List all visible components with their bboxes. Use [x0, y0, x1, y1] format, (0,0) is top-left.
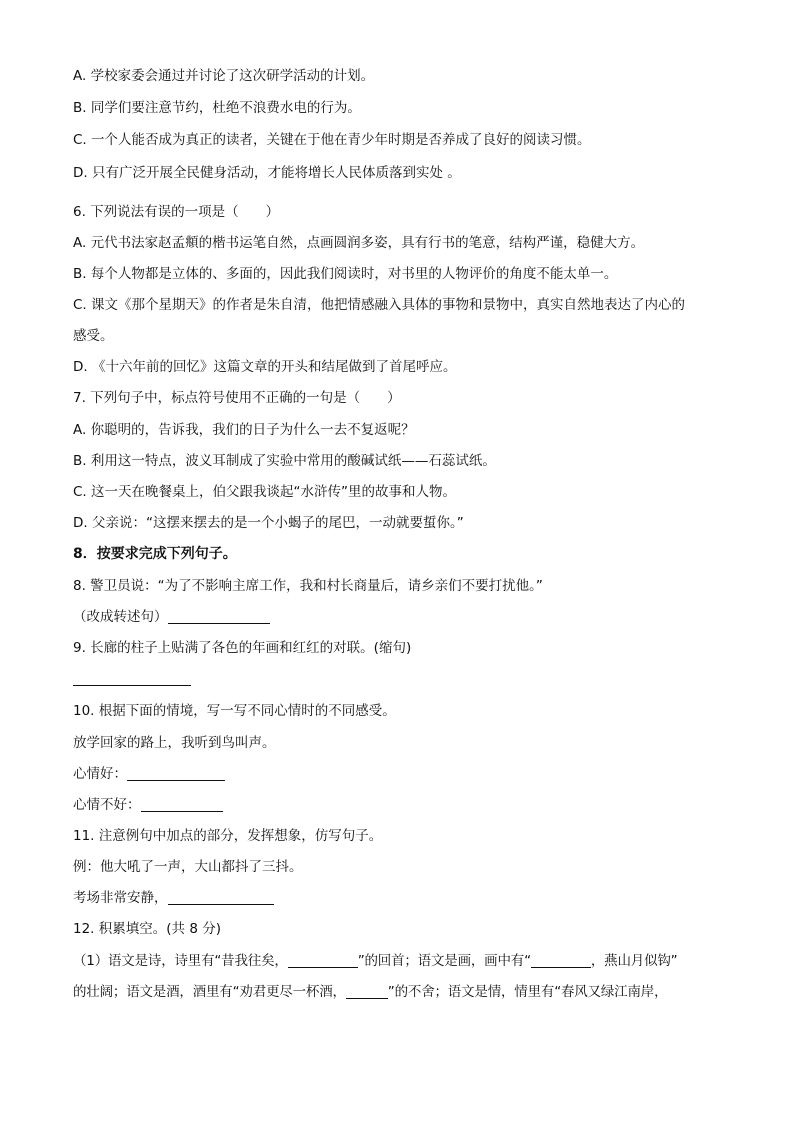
- q6-option-c-line2: 感受。: [73, 328, 114, 344]
- q12-line1-part-a: （1）语文是诗，诗里有“昔我往矣，: [73, 953, 288, 969]
- q11-task-text: 考场非常安静，: [73, 890, 168, 906]
- q12-question: 12. 积累填空。(共 8 分): [73, 921, 221, 937]
- q12-line1-part-b: ”的回首；语文是画，画中有“: [357, 953, 531, 969]
- q7-option-b: B. 利用这一特点，波义耳制成了实验中常用的酸碱试纸——石蕊试纸。: [73, 453, 496, 469]
- q7-option-a: A. 你聪明的，告诉我，我们的日子为什么一去不复返呢？: [73, 422, 415, 438]
- q11-example: 例：他大吼了一声，大山都抖了三抖。: [73, 859, 303, 875]
- q7-option-d: D. 父亲说：“这摆来摆去的是一个小蝎子的尾巴，一动就要蜇你。”: [73, 515, 464, 531]
- q8-answer-blank[interactable]: [168, 609, 270, 624]
- section-8-heading: 8．按要求完成下列句子。: [73, 546, 237, 562]
- q6-question: 6. 下列说法有误的一项是（ ）: [73, 204, 280, 220]
- q12-blank-1[interactable]: [288, 953, 358, 968]
- q10-question: 10. 根据下面的情境，写一写不同心情时的不同感受。: [73, 703, 396, 719]
- q7-option-c: C. 这一天在晚餐桌上，伯父跟我谈起“水浒传”里的故事和人物。: [73, 484, 456, 500]
- q11-task: [73, 888, 274, 908]
- q11-answer-blank[interactable]: [168, 890, 274, 905]
- q6-option-d: D. 《十六年前的回忆》这篇文章的开头和结尾做到了首尾呼应。: [73, 359, 457, 375]
- q10-good-mood: [73, 764, 225, 784]
- q5-option-d: D. 只有广泛开展全民健身活动，才能将增长人民体质落到实处 。: [73, 165, 461, 181]
- q9-question: 9. 长廊的柱子上贴满了各色的年画和红红的对联。(缩句): [73, 640, 412, 656]
- q10-good-mood-blank[interactable]: [127, 766, 225, 781]
- q6-option-c-line1: C. 课文《那个星期天》的作者是朱自清，他把情感融入具体的事物和景物中，真实自然地表达了内心的: [73, 297, 686, 313]
- q9-answer-blank[interactable]: [73, 685, 191, 686]
- q8-question: 8. 警卫员说：“为了不影响主席工作，我和村长商量后，请乡亲们不要打扰他。”: [73, 578, 543, 594]
- q12-line2-part-a: 的壮阔；语文是酒，酒里有“劝君更尽一杯酒，: [73, 984, 346, 1000]
- q10-bad-mood-blank[interactable]: [141, 797, 223, 812]
- q10-good-mood-label: 心情好：: [73, 766, 127, 782]
- q6-option-b: B. 每个人物都是立体的、多面的，因此我们阅读时，对书里的人物评价的角度不能太单一。: [73, 266, 618, 282]
- q12-line2-part-b: ”的不舍；语文是情，情里有“春风又绿江南岸，: [387, 984, 668, 1000]
- q8-instruction-text: （改成转述句）: [73, 609, 168, 625]
- q12-blank-2[interactable]: [531, 953, 591, 968]
- q5-option-b: B. 同学们要注意节约，杜绝不浪费水电的行为。: [73, 100, 361, 116]
- q12-line1-part-c: ，燕山月似钩”: [590, 953, 678, 969]
- q10-bad-mood-label: 心情不好：: [73, 797, 141, 813]
- q10-bad-mood: [73, 795, 223, 815]
- q12-line-1: [73, 951, 677, 971]
- q7-question: 7. 下列句子中，标点符号使用不正确的一句是（ ）: [73, 390, 401, 406]
- q11-question: 11. 注意例句中加点的部分，发挥想象，仿写句子。: [73, 828, 383, 844]
- q8-instruction: [73, 607, 270, 627]
- q12-blank-3[interactable]: [346, 984, 388, 999]
- q5-option-a: A. 学校家委会通过并讨论了这次研学活动的计划。: [73, 68, 375, 84]
- q5-option-c: C. 一个人能否成为真正的读者，关键在于他在青少年时期是否养成了良好的阅读习惯。: [73, 132, 591, 148]
- q12-line-2: [73, 982, 667, 1002]
- q6-option-a: A. 元代书法家赵孟頫的楷书运笔自然，点画圆润多姿，具有行书的笔意，结构严谨，稳健大方。: [73, 235, 645, 251]
- q10-scenario: 放学回家的路上，我听到鸟叫声。: [73, 735, 276, 751]
